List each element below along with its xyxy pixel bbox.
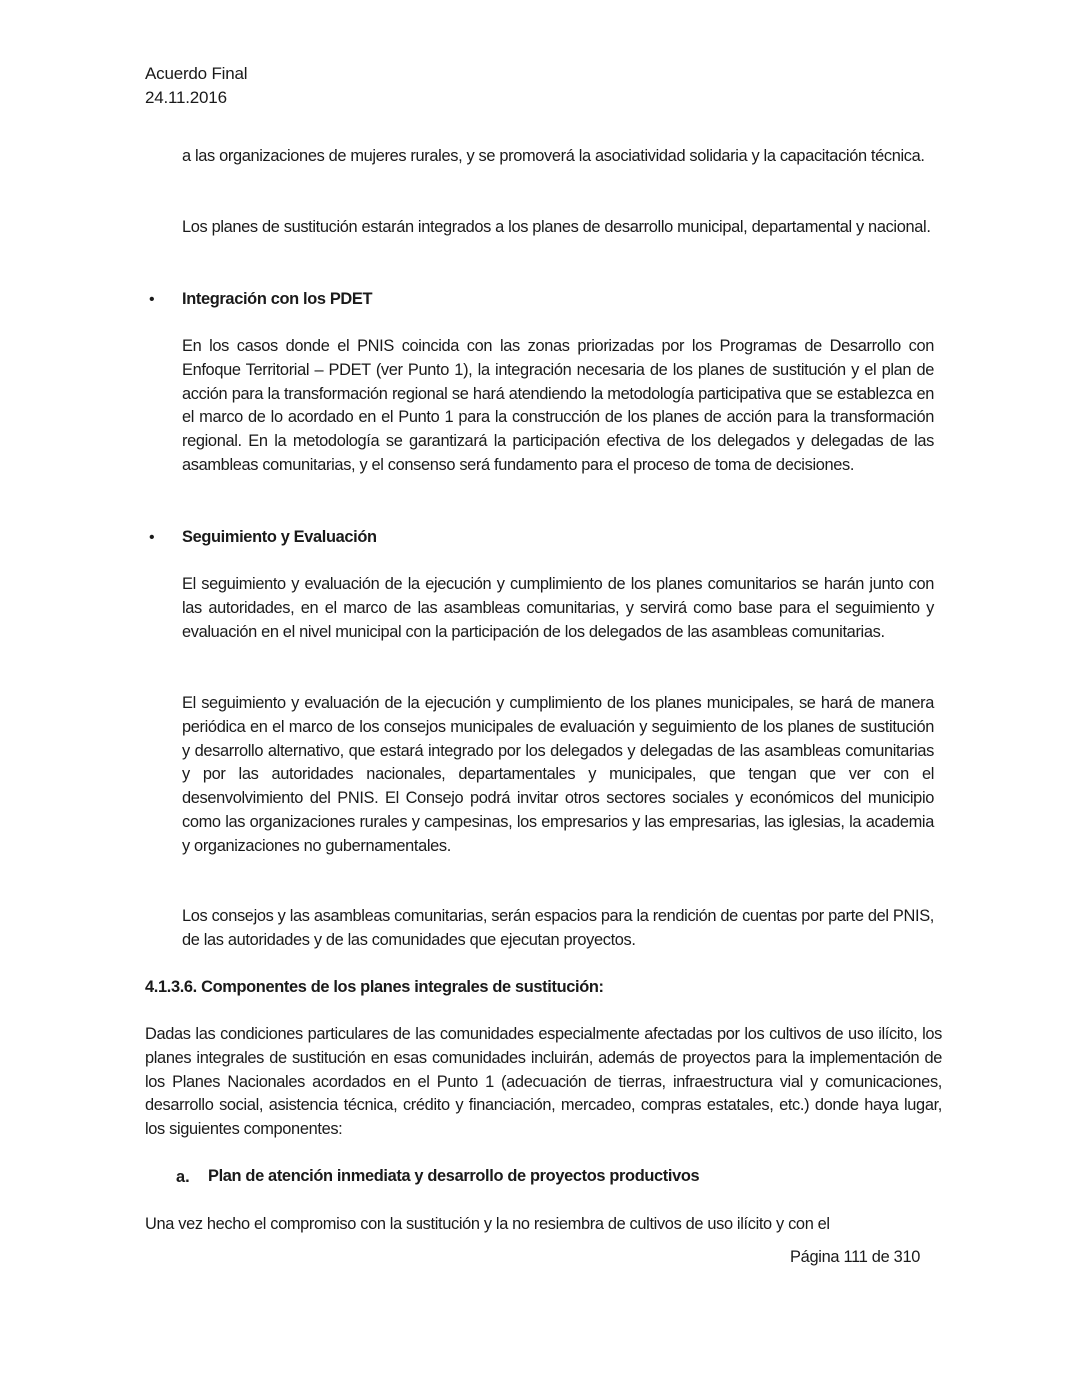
paragraph-integration-plans: Los planes de sustitución estarán integrados a los planes de desarrollo municipal, departamental y nacional. <box>182 218 931 236</box>
subitem-heading: Plan de atención inmediata y desarrollo de proyectos productivos <box>208 1167 700 1185</box>
header-title: Acuerdo Final <box>145 64 248 83</box>
paragraph-pdet: En los casos donde el PNIS coincida con las zonas priorizadas por los Programas de Desarrollo con Enfoque Territorial – PDET (ver Punto 1), la integración necesaria de los planes de sustitución y el plan de acción para la transformación regional se hará atendiendo la metodología participativa que se establezca en el marco de lo acordado en el Punto 1 para la construcción de los planes de acción para la transformación regional. En la metodología se garantizará la participación efectiva de los delegados y delegadas de las asambleas comunitarias, y el consenso será fundamento para el proceso de toma de decisiones. <box>182 337 934 474</box>
continued-paragraph: a las organizaciones de mujeres rurales, y se promoverá la asociatividad solidaria y la capacitación técnica. <box>182 147 925 165</box>
section-paragraph: Dadas las condiciones particulares de las comunidades especialmente afectadas por los cultivos de uso ilícito, los planes integrales de sustitución en esas comunidades incluirán, además de proyectos para la implementación de los Planes Nacionales acordados en el Punto 1 (adecuación de tierras, infraestructura vial y comunicaciones, desarrollo social, asistencia técnica, crédito y financiación, mercadeo, compras estatales, etc.) donde haya lugar, los siguientes componentes: <box>145 1025 942 1139</box>
paragraph-seguimiento-comunitario: El seguimiento y evaluación de la ejecución y cumplimiento de los planes comunitarios se harán junto con las autoridades, en el marco de las asambleas comunitarias, y servirá como base para el seguimiento y evaluación en el nivel municipal con la participación de los delegados de las asambleas comunitarias. <box>182 575 934 641</box>
subitem-marker: a. <box>176 1168 190 1186</box>
trailing-line: Una vez hecho el compromiso con la sustitución y la no resiembra de cultivos de uso ilícito y con el <box>145 1215 830 1233</box>
bullet-icon: • <box>149 529 155 546</box>
bullet-icon: • <box>149 291 155 308</box>
paragraph-rendicion-cuentas: Los consejos y las asambleas comunitarias, serán espacios para la rendición de cuentas por parte del PNIS, de las autoridades y de las comunidades que ejecutan proyectos. <box>182 907 934 949</box>
bullet-heading-pdet: Integración con los PDET <box>182 290 373 308</box>
paragraph-seguimiento-municipal: El seguimiento y evaluación de la ejecución y cumplimiento de los planes municipales, se hará de manera periódica en el marco de los consejos municipales de evaluación y seguimiento de los planes de sustitución y desarrollo alternativo, que estará integrado por los delegados y delegadas de las asambleas comunitarias y por las autoridades nacionales, departamentales y municipales, que tengan que ver con el desenvolvimiento del PNIS. El Consejo podrá invitar otros sectores sociales y económicos del municipio como las organizaciones rurales y campesinas, los empresarios y las empresarias, las iglesias, la academia y organizaciones no gubernamentales. <box>182 694 934 855</box>
section-heading: 4.1.3.6. Componentes de los planes integrales de sustitución: <box>145 978 604 996</box>
page-number: Página 111 de 310 <box>790 1248 921 1266</box>
header-date: 24.11.2016 <box>145 88 227 107</box>
bullet-heading-seguimiento: Seguimiento y Evaluación <box>182 528 377 546</box>
